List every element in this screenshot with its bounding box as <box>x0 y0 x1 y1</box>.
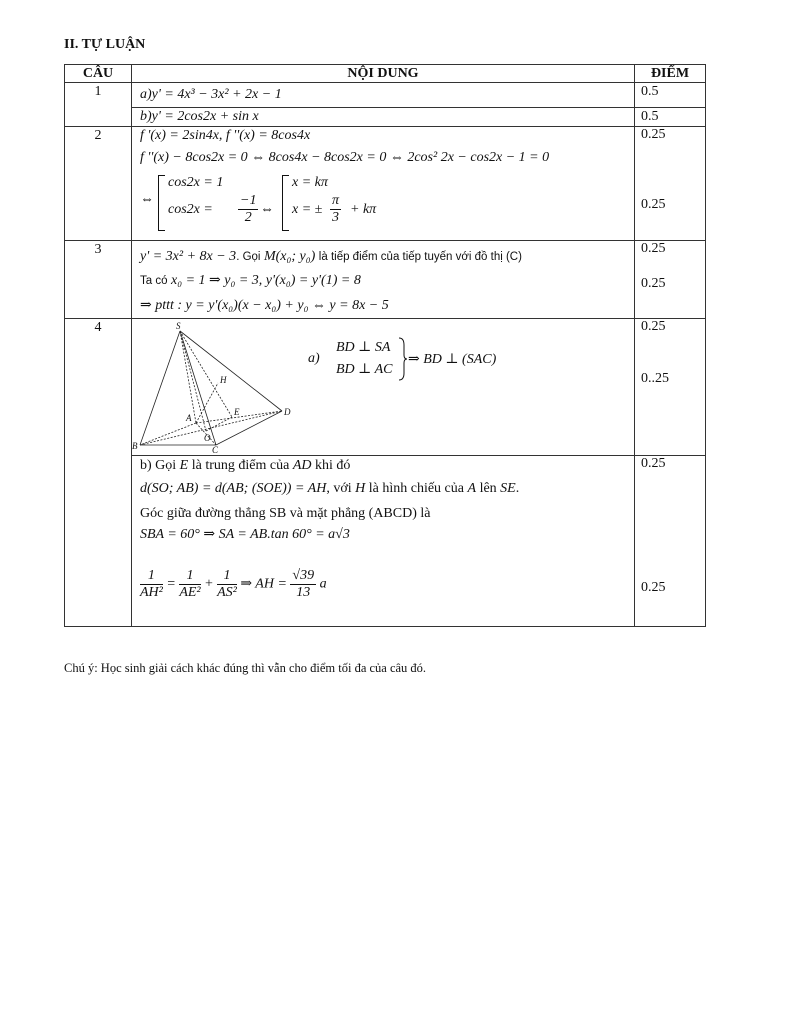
q4a-score-2: 0..25 <box>641 371 669 386</box>
q2-score-1: 0.25 <box>641 127 666 142</box>
footnote: Chú ý: Học sinh giải cách khác đúng thì vẫn cho điểm tối đa của câu đó. <box>64 661 427 675</box>
q1-score-b <box>635 108 706 127</box>
q2-case2-fraction <box>238 193 258 226</box>
q4b-voi: , với <box>326 481 352 496</box>
q4b-distance: d(SO; AB) = d(AB; (SOE)) = AH <box>140 481 327 496</box>
pyramid-figure <box>132 319 302 455</box>
q3-score <box>635 241 706 319</box>
q2-case2-den: 2 <box>244 210 252 225</box>
q4b-content <box>132 456 635 627</box>
q3-taco: Ta có <box>140 275 168 287</box>
q2-root2-tail: + kπ <box>350 202 377 217</box>
q1-score-b-value: 0.5 <box>641 109 659 124</box>
q3-line1 <box>140 249 522 265</box>
table-row <box>65 108 706 127</box>
q2-equiv-symbol-2: ⇔ <box>260 202 274 217</box>
q4b-frac1-den: AH² <box>140 585 163 600</box>
q2-bracket-left <box>158 175 165 231</box>
q4b-AD: AD <box>292 458 312 473</box>
q2-content <box>132 127 635 241</box>
q4-number: 4 <box>94 320 102 335</box>
q3-number: 3 <box>94 242 102 257</box>
label-D: D <box>284 407 291 417</box>
q1-answer-a: a)y' = 4x³ − 3x² + 2x − 1 <box>140 87 282 102</box>
section-title: II. TỰ LUẬN <box>64 37 146 52</box>
q4b-frac1-num: 1 <box>140 568 163 585</box>
q2-case2-num: −1 <box>240 193 257 208</box>
q4a-conclusion: ⇒ BD ⊥ (SAC) <box>408 352 497 367</box>
q4b-result-a: a <box>319 576 327 592</box>
q4b-H: H <box>355 481 366 496</box>
q2-line2: f ''(x) − 8cos2x = 0 ⇔ 8cos4x − 8cos2x = 0 ⇔ 2cos² 2x − cos2x − 1 = 0 <box>140 150 550 165</box>
question-number <box>65 319 132 627</box>
q4a-score-1: 0.25 <box>641 319 666 334</box>
q2-bracket-right <box>282 175 289 231</box>
question-number <box>65 83 132 127</box>
table-header-row <box>65 65 706 83</box>
table-row <box>65 241 706 319</box>
label-O: O <box>204 433 211 443</box>
header-content: NỘI DUNG <box>132 65 635 83</box>
q3-derivative: y' = 3x² + 8x − 3 <box>140 249 237 264</box>
q4b-midpoint-text: là trung điểm của <box>191 458 290 473</box>
q4b-frac2-den: AE² <box>179 585 201 600</box>
q2-root2-fraction <box>330 193 341 226</box>
q4a-score <box>635 319 706 456</box>
q4b-line5: $\frac{1}{\text{AH²}}$ = $\frac{1}{\text{AE²}}$ + $\frac{1}{\text{AS²}}$ ⇒ AH = $\frac{√39}{13}$ a <box>140 568 327 600</box>
table-row <box>65 83 706 108</box>
q4a-cond2: BD ⊥ AC <box>336 362 393 377</box>
label-A: A <box>186 413 192 423</box>
q4b-result-num: √39 <box>292 568 315 583</box>
q4a-content <box>132 319 635 456</box>
label-C: C <box>212 445 219 455</box>
q4b-result-lhs: ⇒ AH = <box>240 576 287 592</box>
q2-line1: f '(x) = 2sin4x, f ''(x) = 8cos4x <box>140 128 311 143</box>
question-number <box>65 127 132 241</box>
q2-root2: x = ± <box>292 202 323 217</box>
q4b-score <box>635 456 706 627</box>
q3-values: x₀ = 1 ⇒ y₀ = 3, y'(x₀) = y'(1) = 8 <box>171 273 361 288</box>
q4b-frac2-num: 1 <box>179 568 200 585</box>
q3-tangent-text: là tiếp điểm của tiếp tuyến với đồ thị (C) <box>318 251 522 263</box>
q4b-score-2: 0.25 <box>641 580 666 595</box>
q4b-SE: SE <box>500 481 516 496</box>
q4b-len: lên <box>479 481 497 496</box>
label-S: S <box>176 321 181 331</box>
answer-table <box>64 64 706 627</box>
q4b-result-den: 13 <box>296 585 311 600</box>
label-H: H <box>220 375 227 385</box>
q4a-brace <box>398 337 408 381</box>
q2-root2-num: π <box>332 193 340 208</box>
label-B: B <box>132 441 138 451</box>
q1-content-b <box>132 108 635 127</box>
q2-score-2: 0.25 <box>641 197 666 212</box>
q4b-score-1: 0.25 <box>641 456 666 471</box>
q1-content-a <box>132 83 635 108</box>
q1-answer-b: b)y' = 2cos2x + sin x <box>140 109 259 124</box>
q3-content <box>132 241 635 319</box>
table-row <box>65 127 706 241</box>
q4b-line2 <box>140 481 519 497</box>
q4b-dot: . <box>515 481 520 496</box>
q4b-line4: SBA = 60° ⇒ SA = AB.tan 60° = a√3 <box>140 527 350 542</box>
q3-score-2: 0.25 <box>641 276 666 291</box>
q1-number: 1 <box>94 84 102 99</box>
q4b-frac3-den: AS² <box>217 585 237 600</box>
q2-root1: x = kπ <box>292 175 328 190</box>
q4b-khido: khi đó <box>314 458 351 473</box>
table-row <box>65 456 706 627</box>
q3-line2 <box>140 272 361 289</box>
q2-root2-den: 3 <box>332 210 339 225</box>
q2-score <box>635 127 706 241</box>
q2-case1: cos2x = 1 <box>168 175 224 190</box>
q3-score-1: 0.25 <box>641 241 666 256</box>
q4b-A: A <box>467 481 477 496</box>
q4b-projection-text: là hình chiếu của <box>368 481 464 496</box>
q4b-line1 <box>140 458 350 474</box>
q2-equiv-symbol: ⇔ <box>140 192 154 207</box>
q3-goi: . Gọi <box>236 251 261 263</box>
q2-case2: cos2x = <box>168 202 213 217</box>
header-score: ĐIỂM <box>635 65 706 83</box>
q1-score-a-value: 0.5 <box>641 84 659 99</box>
table-row <box>65 319 706 456</box>
q4b-line3: Góc giữa đường thẳng SB và mặt phẳng (ABCD) là <box>140 506 431 521</box>
label-E: E <box>234 407 240 417</box>
header-question: CÂU <box>65 65 132 83</box>
q4a-label: a) <box>308 351 320 366</box>
question-number <box>65 241 132 319</box>
q1-score-a <box>635 83 706 108</box>
q2-number: 2 <box>94 128 102 143</box>
q3-point: M(x₀; y₀) <box>263 249 316 264</box>
q4b-E: E <box>179 458 189 473</box>
q4b-goi: b) Gọi <box>140 458 177 473</box>
q4a-cond1: BD ⊥ SA <box>336 340 391 355</box>
q4b-frac3-num: 1 <box>217 568 237 585</box>
q3-line3: ⇒ pttt : y = y'(x₀)(x − x₀) + y₀ ⇔ y = 8x − 5 <box>140 298 389 313</box>
